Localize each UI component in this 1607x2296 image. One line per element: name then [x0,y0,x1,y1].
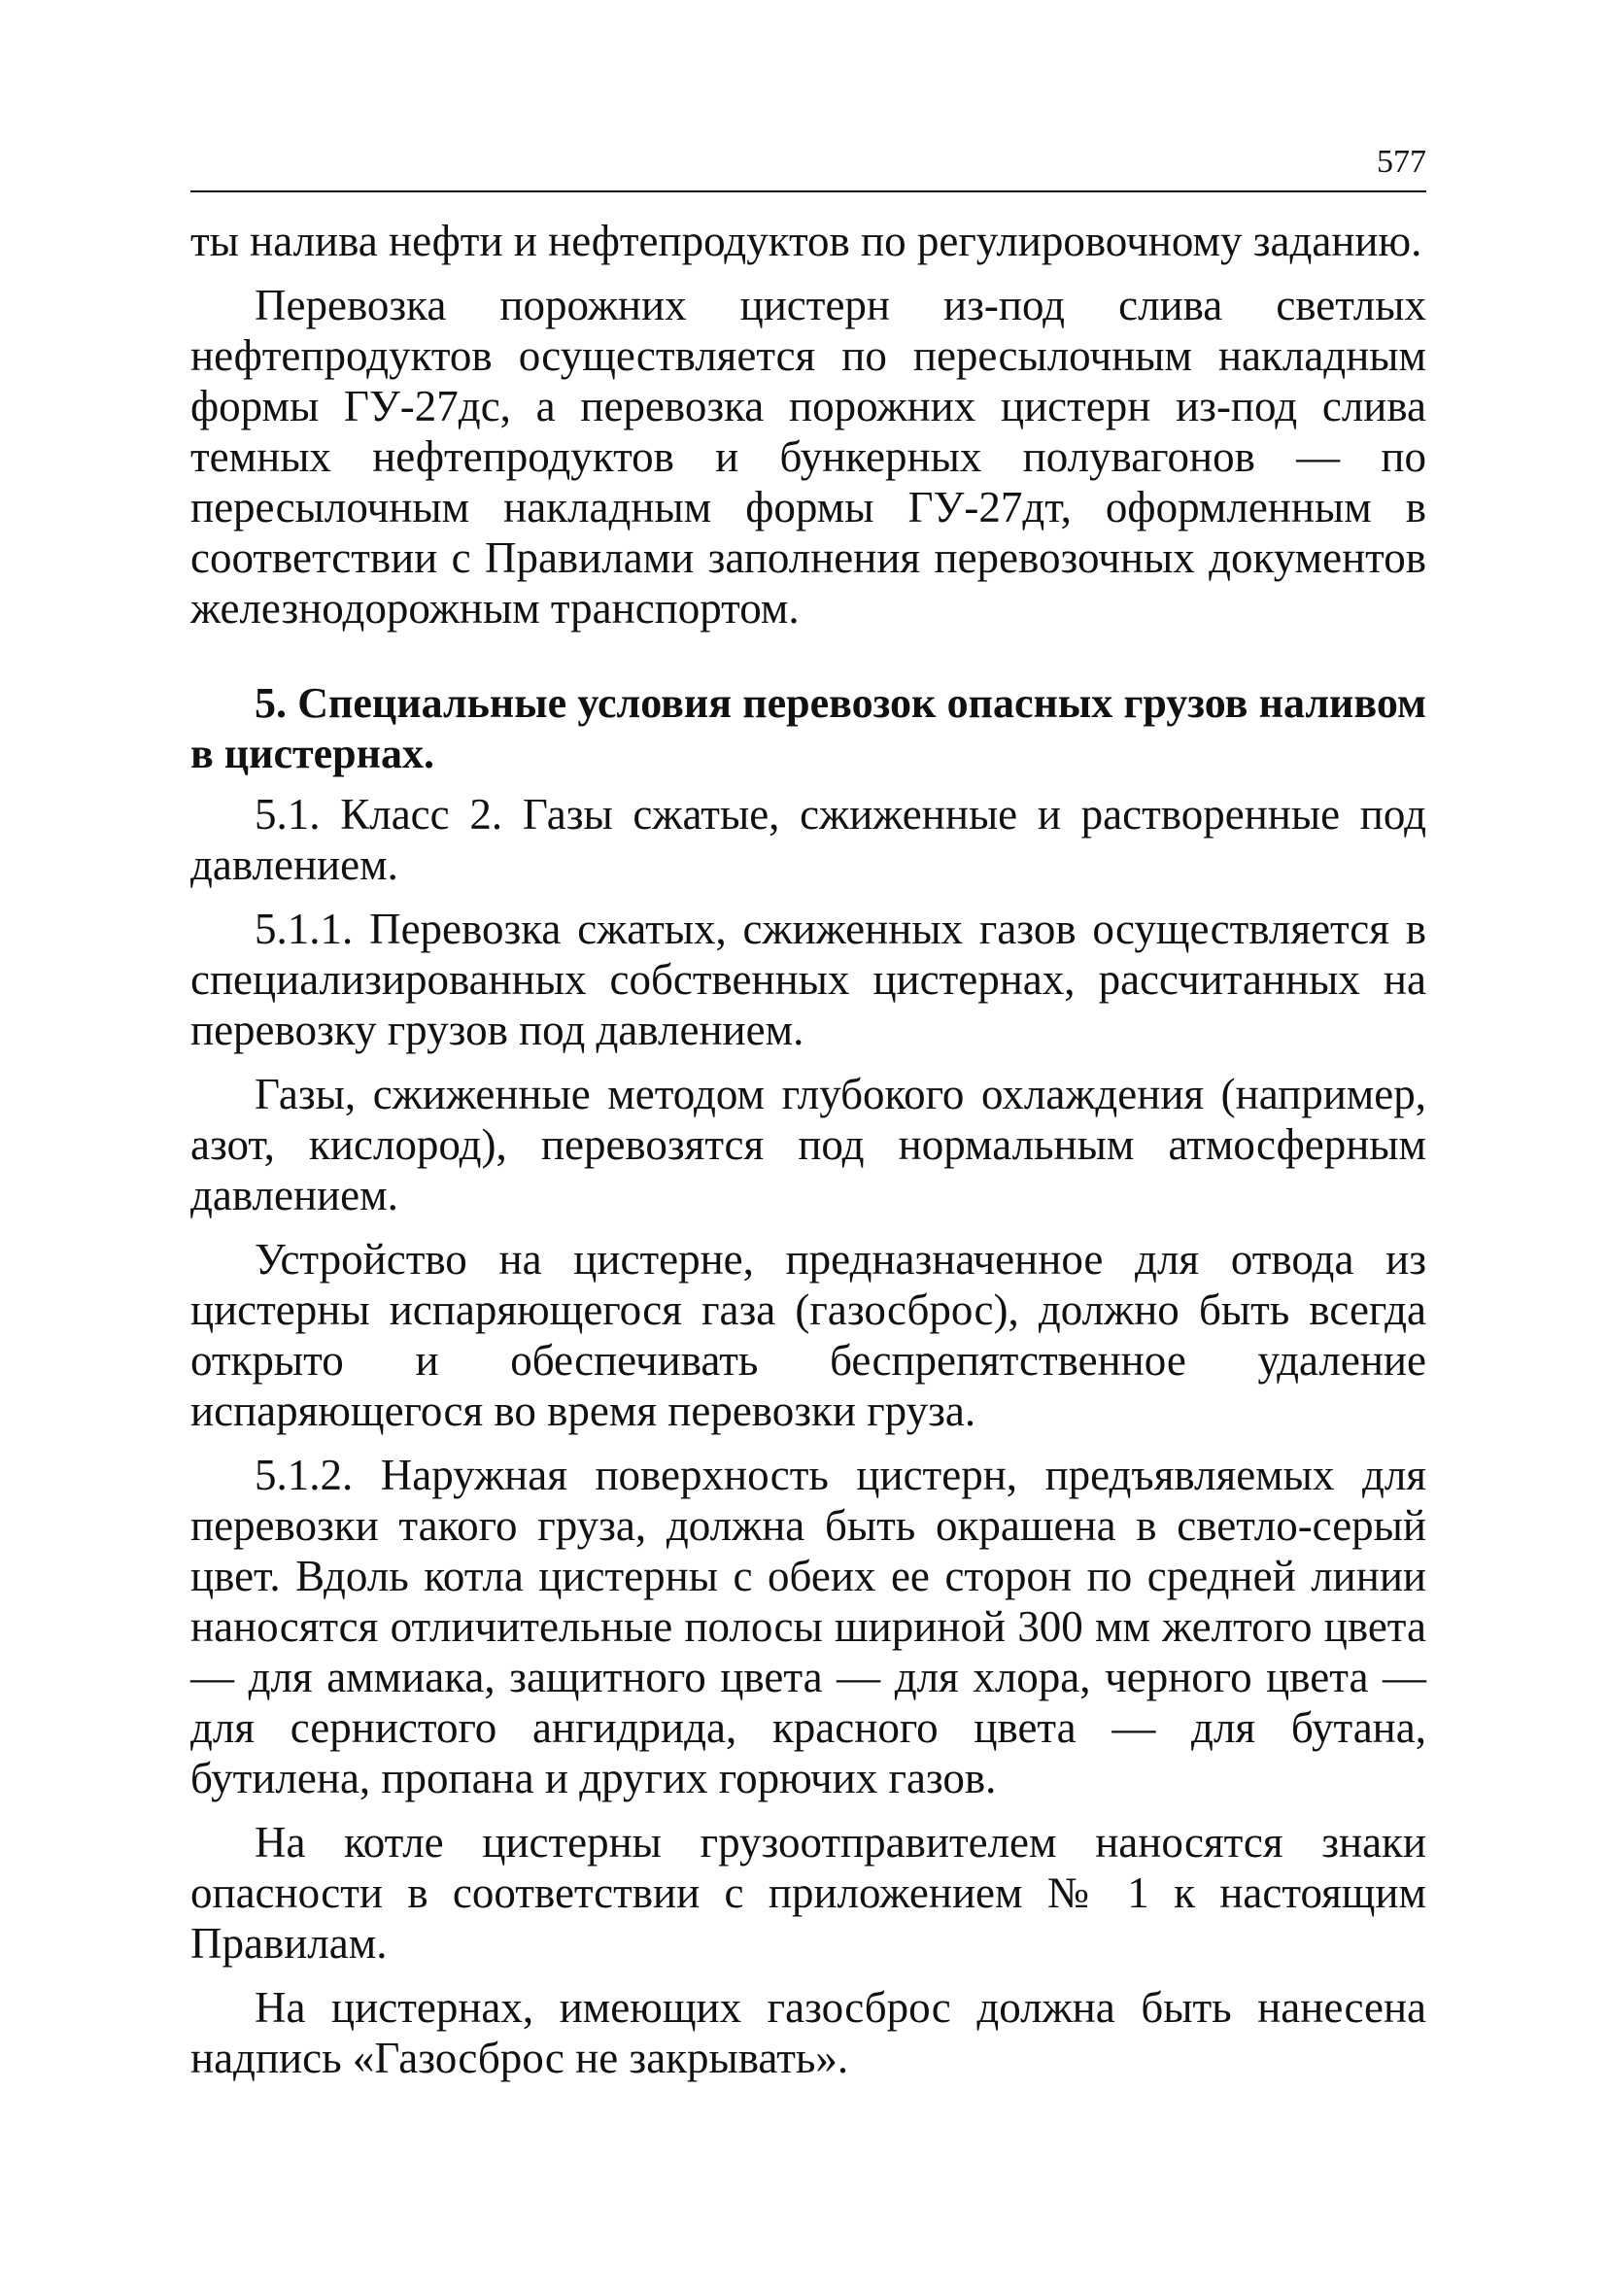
paragraph-inscription: На цистернах, имеющих газосброс должна быть нанесена надпись «Газосброс не закрывать». [190,1983,1426,2082]
paragraph-gas-release-device: Устройство на цистерне, предназначенное для отвода из цистерны испаряющегося газа (газосброс), должно быть всегда открыто и обеспечивать беспрепятственное удаление испаряющегося во время перевозки груза. [190,1235,1426,1435]
continuation-paragraph: ты налива нефти и нефтепродуктов по регулировочному заданию. [190,217,1422,265]
header-rule [190,190,1426,192]
subsection-5-1-1: 5.1.1. Перевозка сжатых, сжиженных газов осуществляется в специализированных собственных цистернах, рассчитанных на перевозку грузов под давлением. [190,905,1426,1054]
section-heading: 5. Специальные условия перевозок опасных грузов наливом в цистернах. [190,679,1426,777]
document-body [190,216,1426,2097]
paragraph-hazard-signs: На котле цистерны грузоотправителем наносятся знаки опасности в соответствии с приложением № 1 к настоящим Правилам. [190,1818,1426,1968]
page-number: 577 [1377,144,1426,180]
subsection-5-1: 5.1. Класс 2. Газы сжатые, сжиженные и растворенные под давлением. [190,790,1426,889]
paragraph-empty-tank-transport: Перевозка порожних цистерн из-под слива светлых нефтепродуктов осуществляется по пересылочным накладным формы ГУ-27дс, а перевозка порожних цистерн из-под слива темных нефтепродуктов и бункерных полувагонов — по пересылочным накладным формы ГУ-27дт, оформленным в соответствии с Правилами заполнения перевозочных документов железнодорожным транспортом. [190,281,1426,633]
paragraph-cryogenic-gases: Газы, сжиженные методом глубокого охлаждения (например, азот, кислород), перевозятся под нормальным атмосферным давлением. [190,1070,1426,1219]
subsection-5-1-2: 5.1.2. Наружная поверхность цистерн, предъявляемых для перевозки такого груза, должна быть окрашена в светло-серый цвет. Вдоль котла цистерны с обеих ее сторон по средней линии наносятся отличительные полосы шириной 300 мм желтого цвета — для аммиака, защитного цвета — для хлора, черного цвета — для сернистого ангидрида, красного цвета — для бутана, бутилена, пропана и других горючих газов. [190,1451,1426,1802]
